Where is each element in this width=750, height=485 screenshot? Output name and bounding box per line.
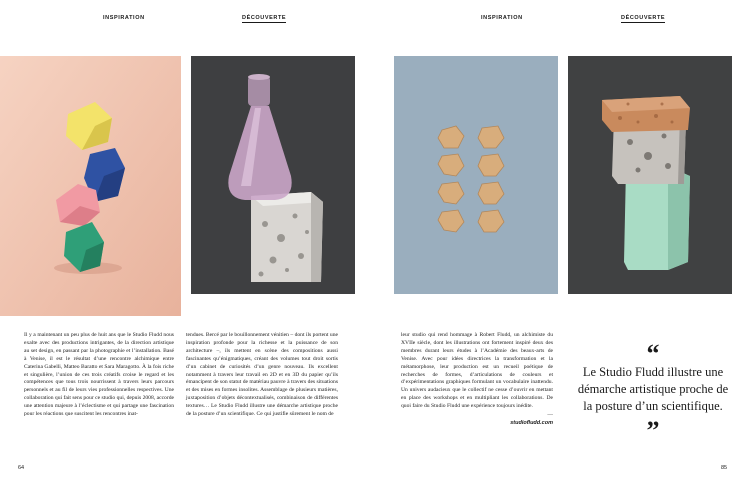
article-paragraph-3: leur studio qui rend hommage à Robert Fludd, un alchimiste du XVIIe siècle, dont les illustrations ont fortement inspiré deux des membres durant leurs études à l’Académie des beaux-arts de Venise. Avec pour idées directrices la transformation et la métamorphose, leur production est un recueil poétique de recherches de formes, d’articulations de couleurs et d’expérimentations graphiques formulant un vocabulaire inattendu. Un univers audacieux que le collectif ne cesse d’ouvrir en mettant en place des workshops et en multipliant les collaborations. De quoi faire du Studio Fludd une expérience toujours inédite. (401, 332, 553, 410)
right-active-section-label: DÉCOUVERTE (621, 15, 666, 21)
article-paragraph-1: Il y a maintenant un peu plus de huit ans que le Studio Fludd nous exalte avec des productions intrigantes, de la direction artistique au set design, en passant par la photographie et l’installation. Basé à Venise, il est le résultat d’une rencontre alchimique entre Caterina Gabelli, Matteo Baratto et Sara Maragotto. À la fois riche et singulière, l’union de ces trois créatifs croise le regard et les compétences que tous trois nourrissent à travers leurs parcours personnels et au fil de leurs vies professionnelles respectives. Une collaboration qui fait sens pour ce studio qui, depuis 2008, accorde une attention majeure à l’éclectisme et qui partage une fascination pour les réactions que suscitent les rencontres inat- (24, 332, 174, 418)
end-mark: — (547, 412, 553, 419)
studio-website-credit: studiofludd.com (510, 419, 553, 426)
pull-quote (572, 339, 734, 445)
photo-gold-nuggets-grid (394, 56, 558, 294)
right-section-label: INSPIRATION (481, 15, 523, 21)
photo-stacked-gems (0, 56, 181, 316)
open-quote-mark: “ (646, 339, 660, 368)
left-active-section-label: DÉCOUVERTE (242, 15, 287, 21)
left-section-label: INSPIRATION (103, 15, 145, 21)
article-paragraph-2: tendues. Bercé par le bouillonnement vénitien – dont ils portent une inspiration profonde pour la richesse et la puissance de son architecture –, ils mettent en scène des compositions aussi fascinantes qu’énigmatiques, créant des volumes tout droit sortis d’un cabinet de curiosités d’un genre nouveau. Ils excellent notamment à travers leur travail en 2D et en 3D du papier qu’ils émancipent de son statut de matériau pauvre à travers des situations et des mises en formes insolites. Assemblage de plusieurs matières, juxtaposition d’objets décontextualisés, combinaison de différentes textures… Le Studio Fludd illustre une démarche artistique proche de la posture d’un scientifique. Ce qui justifie sûrement le nom de (186, 332, 338, 418)
photo-stacked-blocks (568, 56, 732, 294)
article-column-3 (401, 332, 553, 428)
page-number-right: 85 (721, 465, 728, 471)
article-column-2 (186, 332, 338, 419)
photo-flask-on-marble (191, 56, 355, 294)
page-number-left: 64 (18, 465, 25, 471)
pull-quote-text: Le Studio Fludd illustre une démarche artistique proche de la posture d’un scientifique. (577, 365, 729, 413)
close-quote-mark: ” (646, 416, 660, 445)
article-column-1 (24, 332, 174, 419)
